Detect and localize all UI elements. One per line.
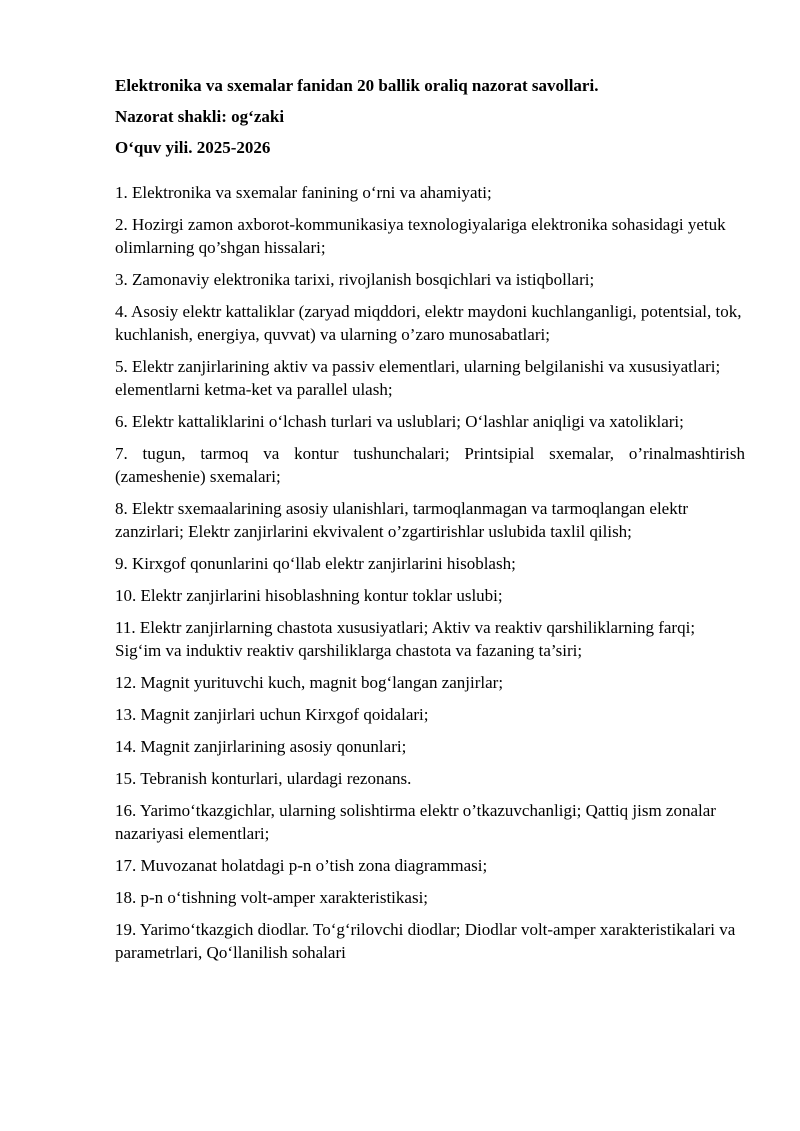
question-item: 9. Kirxgof qonunlarini qo‘llab elektr zanjirlarini hisoblash; xyxy=(115,554,516,573)
question-item: 6. Elektr kattaliklarini o‘lchash turlari va uslublari; O‘lashlar aniqligi va xatoliklari; xyxy=(115,412,684,431)
question-item: 10. Elektr zanjirlarini hisoblashning kontur toklar uslubi; xyxy=(115,586,503,605)
question-item: 7. tugun, tarmoq va kontur tushunchalari; Printsipial sxemalar, o’rinalmashtirish (zameshenie) sxemalari; xyxy=(115,444,745,486)
question-item: 14. Magnit zanjirlarining asosiy qonunlari; xyxy=(115,737,407,756)
question-item: 5. Elektr zanjirlarining aktiv va passiv elementlari, ularning belgilanishi va xususiyatlari; elementlarni ketma-ket va parallel ulash; xyxy=(115,357,721,399)
document-title: Elektronika va sxemalar fanidan 20 ballik oraliq nazorat savollari. xyxy=(115,76,599,95)
control-form: Nazorat shakli: og‘zaki xyxy=(115,107,285,126)
question-item: 8. Elektr sxemaalarining asosiy ulanishlari, tarmoqlanmagan va tarmoqlangan elektr zanzirlari; Elektr zanjirlarini ekvivalent o’zgartirishlar uslubida taxlil qilish; xyxy=(115,499,689,541)
question-item: 11. Elektr zanjirlarning chastota xususiyatlari; Aktiv va reaktiv qarshiliklarning farqi; Sig‘im va induktiv reaktiv qarshiliklarga chastota va fazaning ta’siri; xyxy=(115,618,696,660)
document-page xyxy=(115,75,745,973)
question-item: 16. Yarimo‘tkazgichlar, ularning solishtirma elektr o’tkazuvchanligi; Qattiq jism zonalar nazariyasi elementlari; xyxy=(115,801,716,843)
question-list xyxy=(115,181,745,964)
question-item: 3. Zamonaviy elektronika tarixi, rivojlanish bosqichlari va istiqbollari; xyxy=(115,270,595,289)
question-item: 12. Magnit yurituvchi kuch, magnit bog‘langan zanjirlar; xyxy=(115,673,504,692)
question-item: 17. Muvozanat holatdagi p-n o’tish zona diagrammasi; xyxy=(115,856,488,875)
question-item: 15. Tebranish konturlari, ulardagi rezonans. xyxy=(115,769,412,788)
question-item: 4. Asosiy elektr kattaliklar (zaryad miqddori, elektr maydoni kuchlanganligi, potentsial, tok, kuchlanish, energiya, quvvat) va ularning o’zaro munosabatlari; xyxy=(115,302,742,344)
question-item: 13. Magnit zanjirlari uchun Kirxgof qoidalari; xyxy=(115,705,429,724)
question-item: 2. Hozirgi zamon axborot-kommunikasiya texnologiyalariga elektronika sohasidagi yetuk olimlarning qo’shgan hissalari; xyxy=(115,215,726,257)
academic-year: O‘quv yili. 2025-2026 xyxy=(115,138,271,157)
question-item: 19. Yarimo‘tkazgich diodlar. To‘g‘rilovchi diodlar; Diodlar volt-amper xarakteristikalari va parametrlari, Qo‘llanilish sohalari xyxy=(115,920,736,962)
question-item: 1. Elektronika va sxemalar fanining o‘rni va ahamiyati; xyxy=(115,183,492,202)
question-item: 18. p-n o‘tishning volt-amper xarakteristikasi; xyxy=(115,888,429,907)
